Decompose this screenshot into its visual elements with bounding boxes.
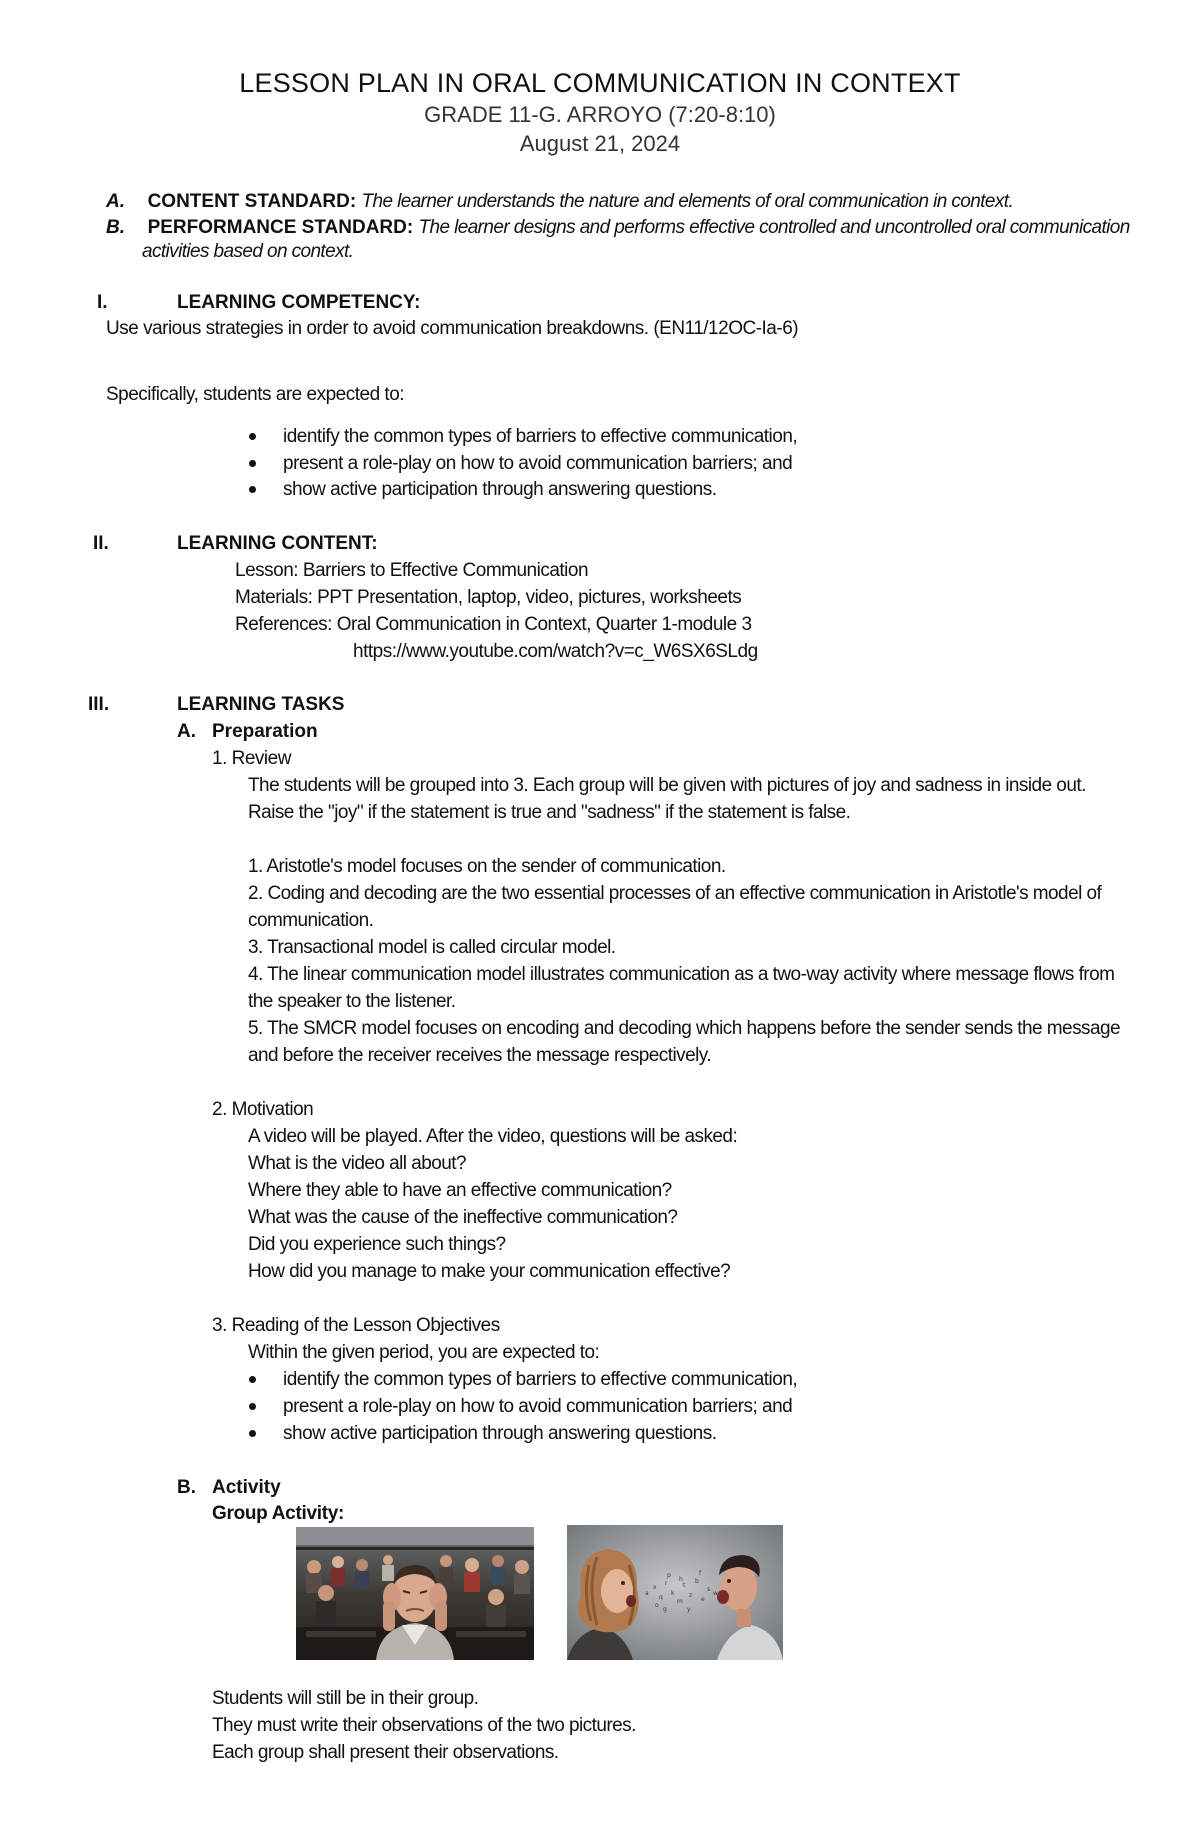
page-title: LESSON PLAN IN ORAL COMMUNICATION IN CONTEXT xyxy=(239,68,961,98)
reference-url: https://www.youtube.com/watch?v=c_W6SX6SLdg xyxy=(353,641,758,662)
performance-standard xyxy=(106,214,1130,241)
motivation-line: What was the cause of the ineffective communication? xyxy=(248,1207,678,1228)
svg-text:e: e xyxy=(701,1596,705,1603)
section-iii-numeral: III. xyxy=(88,694,110,715)
content-standard-text: The learner understands the nature and elements of oral communication in context. xyxy=(361,191,1014,212)
competency-text: Use various strategies in order to avoid communication breakdowns. (EN11/12OC-Ia-6) xyxy=(106,318,799,339)
marker-b: B. xyxy=(106,217,125,238)
lesson-line: Lesson: Barriers to Effective Communication xyxy=(235,560,589,581)
bullet-icon xyxy=(249,1403,256,1410)
svg-text:o: o xyxy=(655,1602,659,1609)
review-line: and before the receiver receives the message respectively. xyxy=(248,1045,712,1066)
materials-line: Materials: PPT Presentation, laptop, video, pictures, worksheets xyxy=(235,587,742,608)
svg-text:p: p xyxy=(667,1572,671,1579)
bullet-icon xyxy=(249,433,256,440)
competency-intro: Specifically, students are expected to: xyxy=(106,384,405,405)
svg-text:b: b xyxy=(695,1578,699,1585)
svg-text:h: h xyxy=(679,1576,683,1583)
review-line: 5. The SMCR model focuses on encoding and decoding which happens before the sender sends the message xyxy=(248,1018,1121,1039)
review-line: 4. The linear communication model illustrates communication as a two-way activity where message flows from xyxy=(248,964,1115,985)
svg-text:q: q xyxy=(659,1594,663,1601)
motivation-line: What is the video all about? xyxy=(248,1153,467,1174)
argument-image xyxy=(567,1525,783,1660)
bullet-icon xyxy=(249,460,256,467)
svg-text:s: s xyxy=(707,1586,711,1593)
motivation-line: A video will be played. After the video, questions will be asked: xyxy=(248,1126,738,1147)
instruction-line: Each group shall present their observations. xyxy=(212,1742,559,1763)
review-line: 1. Aristotle's model focuses on the sender of communication. xyxy=(248,856,726,877)
noise-barrier-photo xyxy=(296,1527,534,1660)
argument-photo xyxy=(567,1525,783,1660)
instruction-line: They must write their observations of the two pictures. xyxy=(212,1715,636,1736)
crowd-image xyxy=(296,1527,534,1660)
svg-text:f: f xyxy=(699,1570,702,1577)
list-item: identify the common types of barriers to effective communication, xyxy=(283,426,798,447)
review-line: 3. Transactional model is called circular model. xyxy=(248,937,616,958)
review-title: 1. Review xyxy=(212,748,291,769)
svg-text:y: y xyxy=(687,1606,691,1613)
marker-a: A. xyxy=(106,191,125,212)
activity-marker: B. xyxy=(177,1477,196,1498)
objectives-intro: Within the given period, you are expected to: xyxy=(248,1342,600,1363)
section-iii-heading: LEARNING TASKS xyxy=(177,694,345,715)
svg-text:t: t xyxy=(683,1582,686,1589)
svg-text:a: a xyxy=(645,1590,649,1597)
review-line: 2. Coding and decoding are the two essential processes of an effective communication in Aristotle's model of xyxy=(248,883,1102,904)
section-ii-numeral: II. xyxy=(93,533,109,554)
list-item: identify the common types of barriers to effective communication, xyxy=(283,1369,798,1390)
motivation-line: Did you experience such things? xyxy=(248,1234,506,1255)
list-item: show active participation through answering questions. xyxy=(283,1423,717,1444)
svg-text:w: w xyxy=(713,1590,718,1597)
group-activity-heading: Group Activity: xyxy=(212,1503,345,1524)
review-line: the speaker to the listener. xyxy=(248,991,456,1012)
objectives-title: 3. Reading of the Lesson Objectives xyxy=(212,1315,500,1336)
instruction-line: Students will still be in their group. xyxy=(212,1688,479,1709)
review-line: communication. xyxy=(248,910,374,931)
review-line: Raise the "joy" if the statement is true and "sadness" if the statement is false. xyxy=(248,802,851,823)
preparation-heading: Preparation xyxy=(212,721,318,742)
svg-text:g: g xyxy=(663,1606,667,1613)
content-standard xyxy=(106,188,1013,215)
svg-text:x: x xyxy=(653,1584,657,1591)
motivation-line: How did you manage to make your communication effective? xyxy=(248,1261,731,1282)
bullet-icon xyxy=(249,1376,256,1383)
performance-standard-text-2: activities based on context. xyxy=(142,241,354,262)
list-item: present a role-play on how to avoid communication barriers; and xyxy=(283,453,793,474)
date-line: August 21, 2024 xyxy=(519,131,681,156)
svg-text:r: r xyxy=(665,1580,668,1587)
review-line: The students will be grouped into 3. Each group will be given with pictures of joy and sadness in inside out. xyxy=(248,775,1086,796)
motivation-line: Where they able to have an effective communication? xyxy=(248,1180,672,1201)
svg-text:z: z xyxy=(689,1592,693,1599)
svg-text:m: m xyxy=(677,1598,683,1605)
list-item: show active participation through answering questions. xyxy=(283,479,717,500)
performance-standard-label: PERFORMANCE STANDARD: xyxy=(147,217,414,238)
svg-text:k: k xyxy=(671,1590,675,1597)
grade-line: GRADE 11-G. ARROYO (7:20-8:10) xyxy=(424,102,776,127)
motivation-title: 2. Motivation xyxy=(212,1099,314,1120)
references-line: References: Oral Communication in Context, Quarter 1-module 3 xyxy=(235,614,752,635)
section-i-numeral: I. xyxy=(97,292,108,313)
bullet-icon xyxy=(249,1430,256,1437)
preparation-marker: A. xyxy=(177,721,196,742)
bullet-icon xyxy=(249,486,256,493)
performance-standard-text-1: The learner designs and performs effective controlled and uncontrolled oral communication xyxy=(418,217,1130,238)
content-standard-label: CONTENT STANDARD: xyxy=(147,191,357,212)
section-ii-heading: LEARNING CONTENT: xyxy=(177,533,378,554)
activity-heading: Activity xyxy=(212,1477,281,1498)
list-item: present a role-play on how to avoid communication barriers; and xyxy=(283,1396,793,1417)
section-i-heading: LEARNING COMPETENCY: xyxy=(177,292,421,313)
